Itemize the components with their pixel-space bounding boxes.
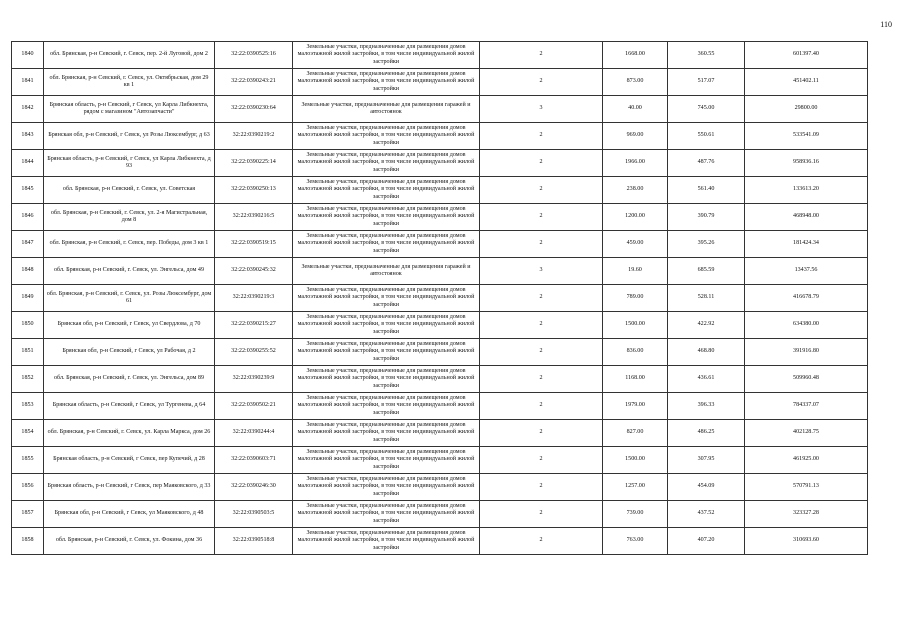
- row-area: 1200.00: [603, 204, 668, 231]
- row-number: 1849: [12, 285, 44, 312]
- row-number: 1853: [12, 393, 44, 420]
- row-land-use: Земельные участки, предназначенные для размещения домов малоэтажной жилой застройки, в том числе индивидуальной жилой застройки: [293, 231, 480, 258]
- row-use-group: 2: [480, 447, 603, 474]
- table-row: [12, 204, 868, 231]
- row-area: 873.00: [603, 69, 668, 96]
- row-land-use: Земельные участки, предназначенные для размещения домов малоэтажной жилой застройки, в том числе индивидуальной жилой застройки: [293, 150, 480, 177]
- row-number: 1847: [12, 231, 44, 258]
- row-area: 763.00: [603, 528, 668, 555]
- row-cadastral-value: 13437.56: [745, 258, 868, 285]
- row-land-use: Земельные участки, предназначенные для размещения домов малоэтажной жилой застройки, в том числе индивидуальной жилой застройки: [293, 69, 480, 96]
- row-cadastral-number: 32:22:0390243:21: [215, 69, 293, 96]
- table-row: [12, 177, 868, 204]
- row-use-group: 2: [480, 420, 603, 447]
- row-cadastral-number: 32:22:0390219:3: [215, 285, 293, 312]
- row-address: обл. Брянская, р-н Севский, г. Севск, ул. Советская: [44, 177, 215, 204]
- row-cadastral-number: 32:22:0390603:71: [215, 447, 293, 474]
- row-cadastral-number: 32:22:0390239:9: [215, 366, 293, 393]
- row-cadastral-number: 32:22:0390255:52: [215, 339, 293, 366]
- row-cadastral-value: 958936.16: [745, 150, 868, 177]
- row-specific-value: 454.09: [668, 474, 745, 501]
- row-specific-value: 395.26: [668, 231, 745, 258]
- row-address: Брянская обл, р-н Севский, г Севск, ул Рабочая, д 2: [44, 339, 215, 366]
- row-land-use: Земельные участки, предназначенные для размещения домов малоэтажной жилой застройки, в том числе индивидуальной жилой застройки: [293, 501, 480, 528]
- row-number: 1850: [12, 312, 44, 339]
- row-specific-value: 390.79: [668, 204, 745, 231]
- row-land-use: Земельные участки, предназначенные для размещения домов малоэтажной жилой застройки, в том числе индивидуальной жилой застройки: [293, 339, 480, 366]
- row-cadastral-number: 32:22:0390525:16: [215, 42, 293, 69]
- row-address: Брянская область, р-н Севский, г Севск, ул Карла Либкнехта, д 93: [44, 150, 215, 177]
- table-row: [12, 150, 868, 177]
- row-specific-value: 307.95: [668, 447, 745, 474]
- row-specific-value: 745.00: [668, 96, 745, 123]
- row-cadastral-value: 784337.07: [745, 393, 868, 420]
- row-specific-value: 437.52: [668, 501, 745, 528]
- row-land-use: Земельные участки, предназначенные для размещения домов малоэтажной жилой застройки, в том числе индивидуальной жилой застройки: [293, 447, 480, 474]
- row-cadastral-value: 181424.34: [745, 231, 868, 258]
- row-specific-value: 396.33: [668, 393, 745, 420]
- table-row: [12, 339, 868, 366]
- row-cadastral-value: 468948.00: [745, 204, 868, 231]
- table-row: [12, 474, 868, 501]
- row-specific-value: 422.92: [668, 312, 745, 339]
- row-use-group: 2: [480, 177, 603, 204]
- row-use-group: 2: [480, 231, 603, 258]
- row-specific-value: 550.61: [668, 123, 745, 150]
- row-area: 238.00: [603, 177, 668, 204]
- row-number: 1843: [12, 123, 44, 150]
- row-cadastral-value: 570791.13: [745, 474, 868, 501]
- row-address: Брянская область, р-н Севский, г Севск, ул Карла Либкнехта, рядом с магазином "Автозапчасти": [44, 96, 215, 123]
- row-number: 1855: [12, 447, 44, 474]
- table-row: [12, 258, 868, 285]
- row-specific-value: 561.40: [668, 177, 745, 204]
- row-cadastral-number: 32:22:0390225:14: [215, 150, 293, 177]
- row-cadastral-value: 533541.09: [745, 123, 868, 150]
- row-specific-value: 487.76: [668, 150, 745, 177]
- row-land-use: Земельные участки, предназначенные для размещения домов малоэтажной жилой застройки, в том числе индивидуальной жилой застройки: [293, 42, 480, 69]
- row-cadastral-value: 601397.40: [745, 42, 868, 69]
- row-use-group: 2: [480, 42, 603, 69]
- row-use-group: 2: [480, 339, 603, 366]
- row-area: 1979.00: [603, 393, 668, 420]
- row-cadastral-number: 32:22:0390230:64: [215, 96, 293, 123]
- row-area: 789.00: [603, 285, 668, 312]
- table-row: [12, 285, 868, 312]
- row-cadastral-value: 310693.60: [745, 528, 868, 555]
- row-area: 40.00: [603, 96, 668, 123]
- row-address: обл. Брянская, р-н Севский, г. Севск, пер. Победы, дом 3 кв 1: [44, 231, 215, 258]
- cadastral-value-table: [11, 41, 868, 555]
- row-land-use: Земельные участки, предназначенные для размещения гаражей и автостоянок: [293, 96, 480, 123]
- row-land-use: Земельные участки, предназначенные для размещения домов малоэтажной жилой застройки, в том числе индивидуальной жилой застройки: [293, 285, 480, 312]
- row-cadastral-number: 32:22:0390250:13: [215, 177, 293, 204]
- row-area: 739.00: [603, 501, 668, 528]
- row-address: обл. Брянская, р-н Севский, г. Севск, пер. 2-й Луговой, дом 2: [44, 42, 215, 69]
- row-address: Брянская область, р-н Севский, г Севск, пер Маяковского, д 33: [44, 474, 215, 501]
- row-number: 1851: [12, 339, 44, 366]
- row-use-group: 2: [480, 150, 603, 177]
- row-land-use: Земельные участки, предназначенные для размещения домов малоэтажной жилой застройки, в том числе индивидуальной жилой застройки: [293, 177, 480, 204]
- row-land-use: Земельные участки, предназначенные для размещения гаражей и автостоянок: [293, 258, 480, 285]
- table-row: [12, 447, 868, 474]
- row-number: 1856: [12, 474, 44, 501]
- row-address: Брянская обл, р-н Севский, г Севск, ул Розы Люксембург, д 63: [44, 123, 215, 150]
- row-specific-value: 360.55: [668, 42, 745, 69]
- row-land-use: Земельные участки, предназначенные для размещения домов малоэтажной жилой застройки, в том числе индивидуальной жилой застройки: [293, 312, 480, 339]
- table-row: [12, 231, 868, 258]
- row-cadastral-value: 29800.00: [745, 96, 868, 123]
- row-land-use: Земельные участки, предназначенные для размещения домов малоэтажной жилой застройки, в том числе индивидуальной жилой застройки: [293, 366, 480, 393]
- row-use-group: 2: [480, 69, 603, 96]
- table-body: [12, 42, 868, 555]
- row-land-use: Земельные участки, предназначенные для размещения домов малоэтажной жилой застройки, в том числе индивидуальной жилой застройки: [293, 393, 480, 420]
- row-address: обл. Брянская, р-н Севский, г. Севск, ул. Розы Люксембург, дом 61: [44, 285, 215, 312]
- row-specific-value: 517.07: [668, 69, 745, 96]
- row-cadastral-number: 32:22:0390216:5: [215, 204, 293, 231]
- row-cadastral-number: 32:22:0390518:8: [215, 528, 293, 555]
- row-use-group: 3: [480, 258, 603, 285]
- row-cadastral-number: 32:22:0390519:15: [215, 231, 293, 258]
- row-address: Брянская обл, р-н Севский, г Севск, ул Маяковского, д 48: [44, 501, 215, 528]
- row-cadastral-value: 509960.48: [745, 366, 868, 393]
- row-specific-value: 468.80: [668, 339, 745, 366]
- row-number: 1857: [12, 501, 44, 528]
- row-number: 1841: [12, 69, 44, 96]
- row-land-use: Земельные участки, предназначенные для размещения домов малоэтажной жилой застройки, в том числе индивидуальной жилой застройки: [293, 204, 480, 231]
- row-use-group: 2: [480, 285, 603, 312]
- table-row: [12, 42, 868, 69]
- row-cadastral-number: 32:22:0390503:5: [215, 501, 293, 528]
- row-address: обл. Брянская, р-н Севский, г. Севск, ул. Энгельса, дом 49: [44, 258, 215, 285]
- row-use-group: 3: [480, 96, 603, 123]
- row-specific-value: 685.59: [668, 258, 745, 285]
- row-area: 827.00: [603, 420, 668, 447]
- row-cadastral-number: 32:22:0390502:21: [215, 393, 293, 420]
- row-use-group: 2: [480, 474, 603, 501]
- table-row: [12, 501, 868, 528]
- row-address: обл. Брянская, р-н Севский, г. Севск, ул. 2-я Магистральная, дом 8: [44, 204, 215, 231]
- row-area: 1168.00: [603, 366, 668, 393]
- row-address: обл. Брянская, р-н Севский, г. Севск, ул. Энгельса, дом 89: [44, 366, 215, 393]
- row-area: 1257.00: [603, 474, 668, 501]
- row-cadastral-value: 634380.00: [745, 312, 868, 339]
- row-cadastral-value: 451402.11: [745, 69, 868, 96]
- row-address: Брянская область, р-н Севский, г Севск, пер Купечий, д 28: [44, 447, 215, 474]
- row-cadastral-value: 391916.80: [745, 339, 868, 366]
- row-use-group: 2: [480, 528, 603, 555]
- row-specific-value: 528.11: [668, 285, 745, 312]
- row-cadastral-number: 32:22:0390245:32: [215, 258, 293, 285]
- row-area: 969.00: [603, 123, 668, 150]
- row-area: 1668.00: [603, 42, 668, 69]
- row-specific-value: 436.61: [668, 366, 745, 393]
- table-row: [12, 528, 868, 555]
- row-specific-value: 407.20: [668, 528, 745, 555]
- row-use-group: 2: [480, 312, 603, 339]
- row-address: Брянская обл, р-н Севский, г Севск, ул Свердлова, д 70: [44, 312, 215, 339]
- page-number: 110: [880, 20, 892, 29]
- row-number: 1844: [12, 150, 44, 177]
- row-number: 1840: [12, 42, 44, 69]
- row-use-group: 2: [480, 123, 603, 150]
- row-land-use: Земельные участки, предназначенные для размещения домов малоэтажной жилой застройки, в том числе индивидуальной жилой застройки: [293, 123, 480, 150]
- row-number: 1852: [12, 366, 44, 393]
- row-cadastral-number: 32:22:0390219:2: [215, 123, 293, 150]
- row-cadastral-number: 32:22:0390215:27: [215, 312, 293, 339]
- row-number: 1846: [12, 204, 44, 231]
- row-number: 1858: [12, 528, 44, 555]
- table-row: [12, 420, 868, 447]
- row-number: 1842: [12, 96, 44, 123]
- row-address: обл. Брянская, р-н Севский, г. Севск, ул. Карла Маркса, дом 26: [44, 420, 215, 447]
- table-row: [12, 96, 868, 123]
- row-area: 1500.00: [603, 312, 668, 339]
- table-row: [12, 123, 868, 150]
- row-address: обл. Брянская, р-н Севский, г. Севск, ул. Фокина, дом 36: [44, 528, 215, 555]
- row-use-group: 2: [480, 393, 603, 420]
- row-land-use: Земельные участки, предназначенные для размещения домов малоэтажной жилой застройки, в том числе индивидуальной жилой застройки: [293, 474, 480, 501]
- row-land-use: Земельные участки, предназначенные для размещения домов малоэтажной жилой застройки, в том числе индивидуальной жилой застройки: [293, 528, 480, 555]
- row-cadastral-value: 133613.20: [745, 177, 868, 204]
- row-cadastral-number: 32:22:0390246:30: [215, 474, 293, 501]
- row-cadastral-value: 402128.75: [745, 420, 868, 447]
- row-number: 1854: [12, 420, 44, 447]
- row-area: 1500.00: [603, 447, 668, 474]
- row-use-group: 2: [480, 204, 603, 231]
- row-use-group: 2: [480, 366, 603, 393]
- row-number: 1845: [12, 177, 44, 204]
- table-row: [12, 69, 868, 96]
- row-cadastral-number: 32:22:0390244:4: [215, 420, 293, 447]
- row-cadastral-value: 416678.79: [745, 285, 868, 312]
- row-number: 1848: [12, 258, 44, 285]
- row-specific-value: 486.25: [668, 420, 745, 447]
- row-land-use: Земельные участки, предназначенные для размещения домов малоэтажной жилой застройки, в том числе индивидуальной жилой застройки: [293, 420, 480, 447]
- row-address: Брянская область, р-н Севский, г Севск, ул Тургенева, д 64: [44, 393, 215, 420]
- table-row: [12, 366, 868, 393]
- row-cadastral-value: 461925.00: [745, 447, 868, 474]
- table-row: [12, 393, 868, 420]
- row-area: 1966.00: [603, 150, 668, 177]
- row-area: 19.60: [603, 258, 668, 285]
- row-area: 459.00: [603, 231, 668, 258]
- table-row: [12, 312, 868, 339]
- row-area: 836.00: [603, 339, 668, 366]
- row-address: обл. Брянская, р-н Севский, г. Севск, ул. Октябрьская, дом 29 кв 1: [44, 69, 215, 96]
- row-cadastral-value: 323327.28: [745, 501, 868, 528]
- row-use-group: 2: [480, 501, 603, 528]
